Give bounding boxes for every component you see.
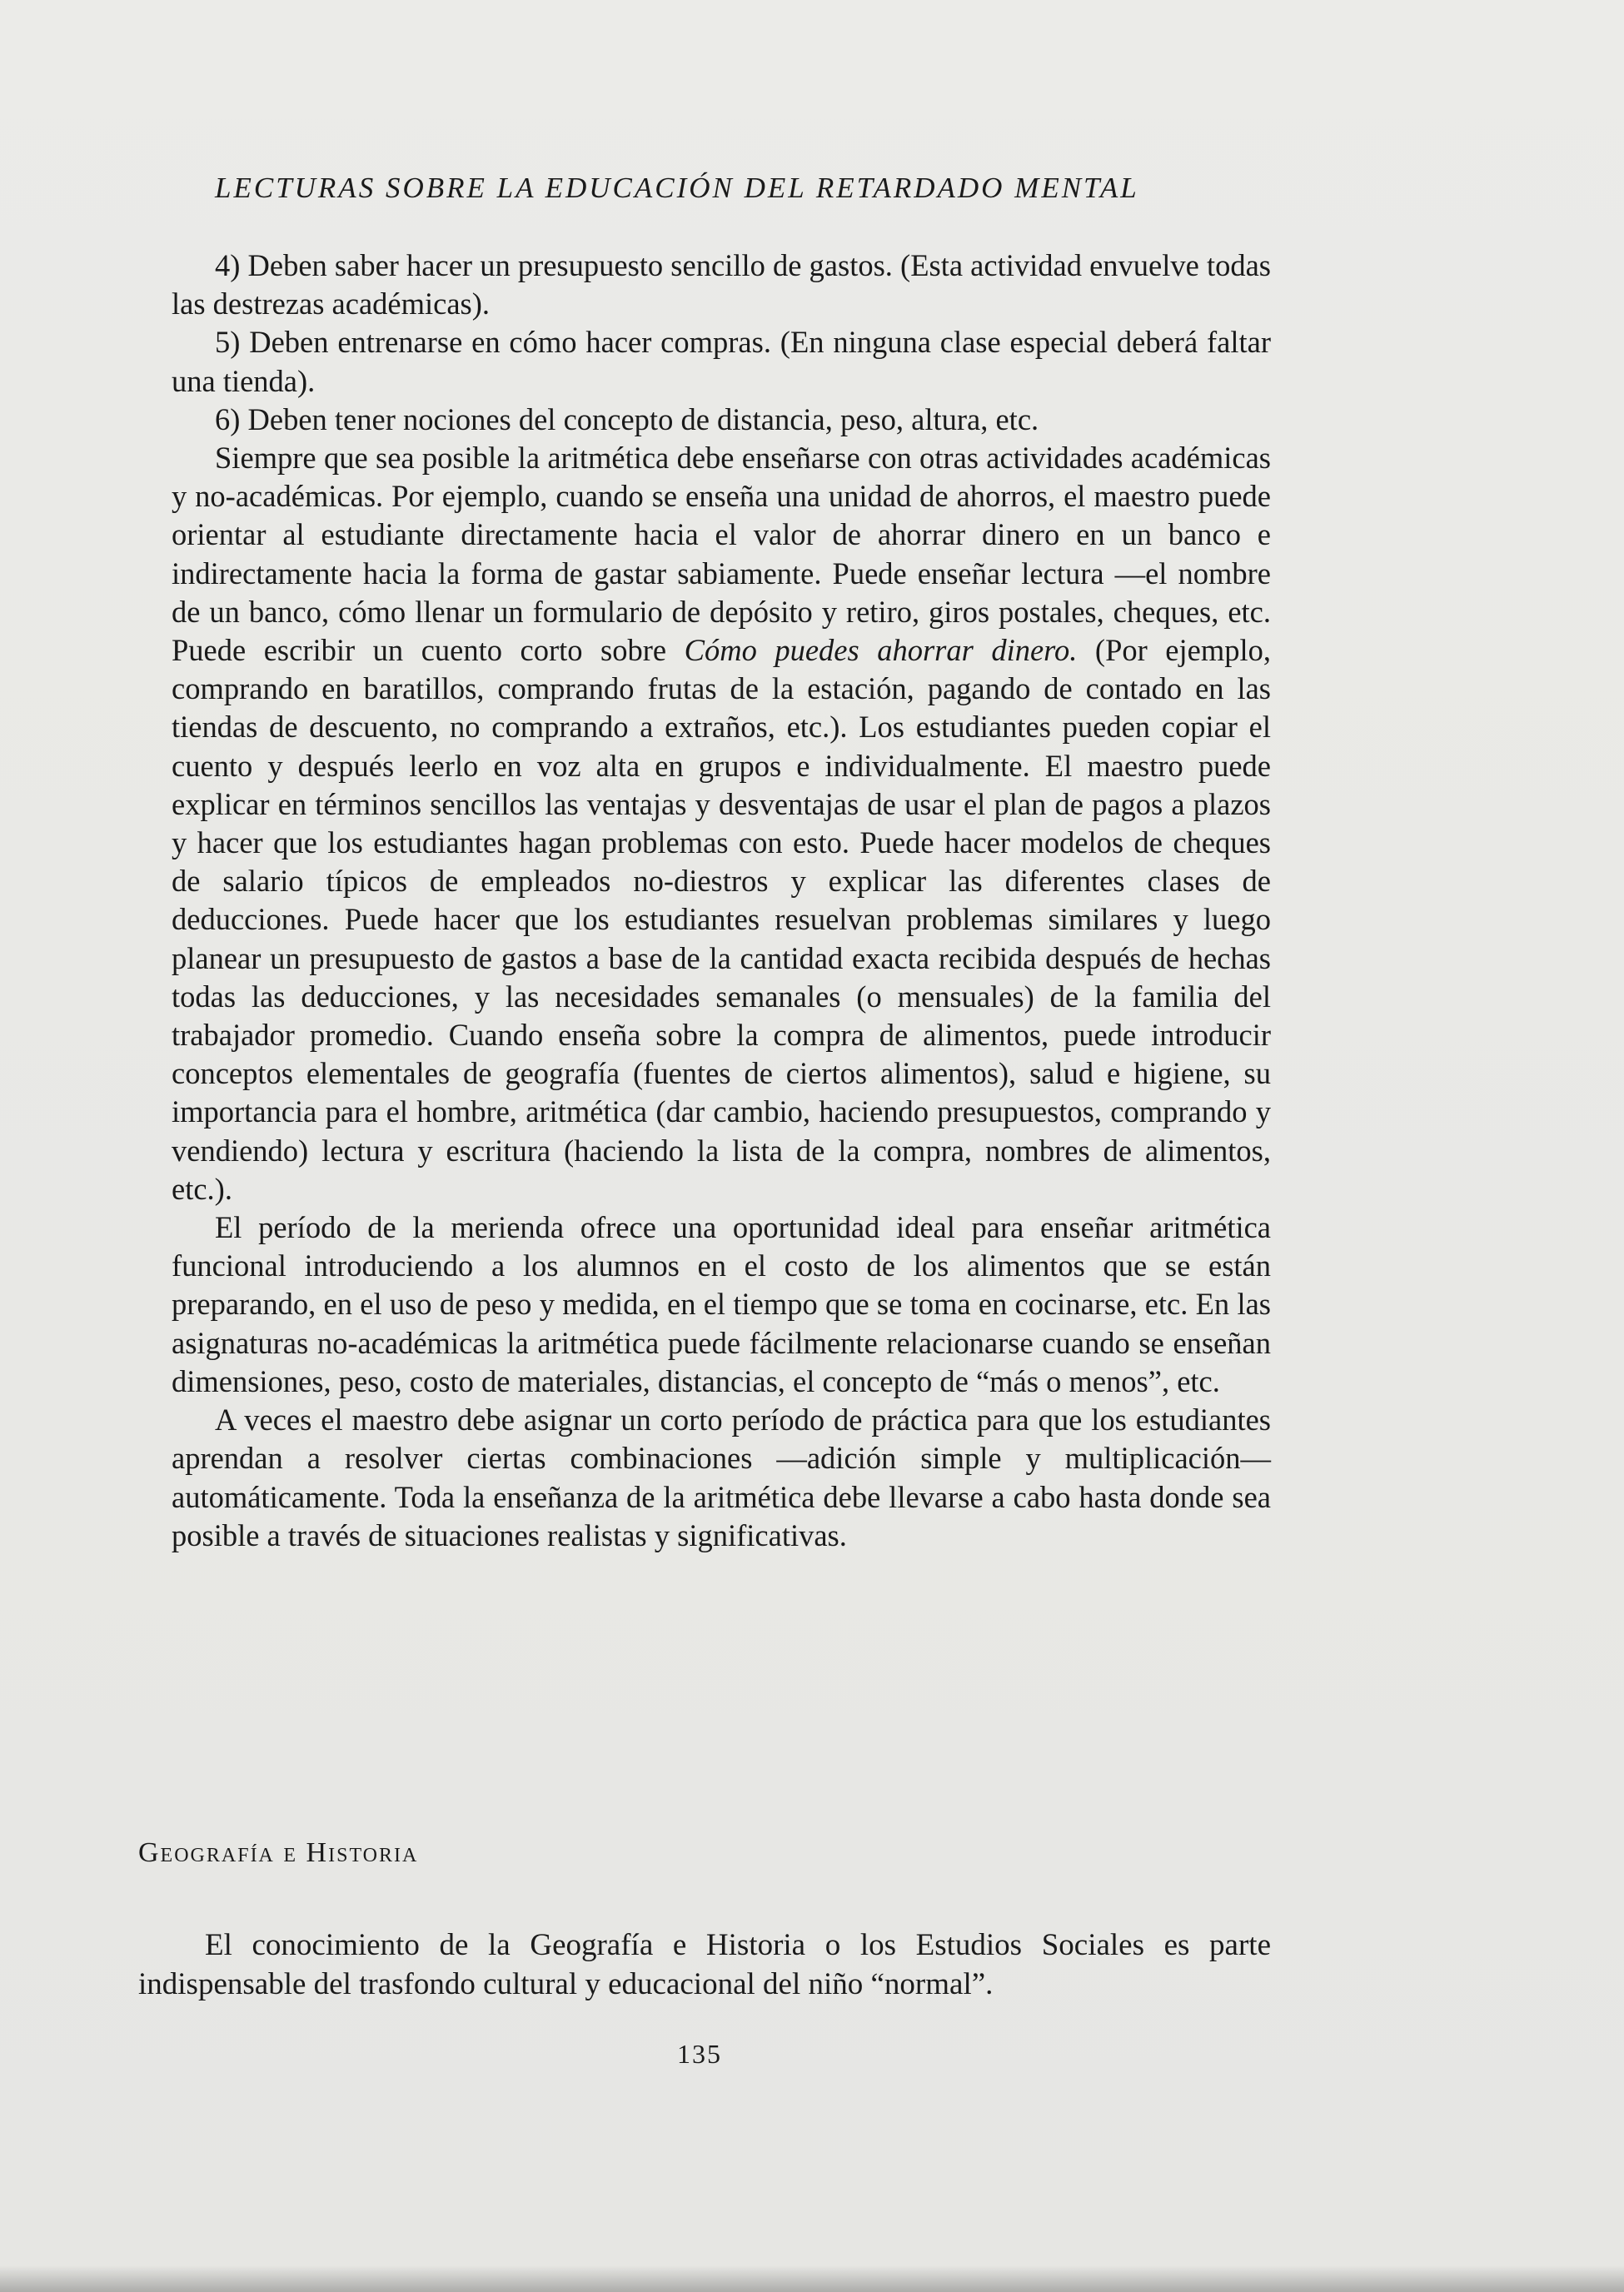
paragraph-arithmetic	[172, 439, 1271, 1208]
paragraph-practice: A veces el maestro debe asignar un corto período de práctica para que los estudiantes aprendan a resolver ciertas combinaciones —adición simple y multiplicación— automáticamente. Toda la enseñanza de la aritmética debe llevarse a cabo hasta donde sea posible a través de situaciones realistas y significativas.	[172, 1403, 1271, 1552]
list-item-4: 4) Deben saber hacer un presupuesto sencillo de gastos. (Esta actividad envuelve todas las destrezas académicas).	[172, 248, 1271, 321]
paragraph-snack-period: El período de la merienda ofrece una oportunidad ideal para enseñar aritmética funcional introduciendo a los alumnos en el costo de los alimentos que se están preparando, en el uso de peso y medida, en el tiempo que se toma en cocinarse, etc. En las asignaturas no-académicas la aritmética puede fácilmente relacionarse cuando se enseñan dimensiones, peso, costo de materiales, distancias, el concepto de “más o menos”, etc.	[172, 1210, 1271, 1398]
list-item-5: 5) Deben entrenarse en cómo hacer compras. (En ninguna clase especial deberá faltar una tienda).	[172, 325, 1271, 398]
paragraph-arithmetic-part-2: (Por ejemplo, comprando en baratillos, comprando frutas de la estación, pagando de contado en las tiendas de descuento, no comprando a extraños, etc.). Los estudiantes pueden copiar el cuento y después leerlo en voz alta en grupos e individualmente. El maestro puede explicar en términos sencillos las ventajas y desventajas de usar el plan de pagos a plazos y hacer que los estudiantes hagan problemas con esto. Puede hacer modelos de cheques de salario típicos de empleados no-diestros y explicar las diferentes clases de deducciones. Puede hacer que los estudiantes resuelvan problemas similares y luego planear un presupuesto de gastos a base de la cantidad exacta recibida después de hechas todas las deducciones, y las necesidades semanales (o mensuales) de la familia del trabajador promedio. Cuando enseña sobre la compra de alimentos, puede introducir conceptos elementales de geografía (fuentes de ciertos alimentos), salud e higiene, su importancia para el hombre, aritmética (dar cambio, haciendo presupuestos, comprando y vendiendo) lectura y escritura (haciendo la lista de la compra, nombres de alimentos, etc.).	[172, 633, 1271, 1206]
story-title: Cómo puedes ahorrar dinero.	[684, 633, 1078, 668]
running-head: LECTURAS SOBRE LA EDUCACIÓN DEL RETARDADO MENTAL	[215, 172, 1139, 204]
section-body	[138, 1926, 1271, 2004]
body-text	[172, 247, 1271, 1555]
paragraph-social-studies: El conocimiento de la Geografía e Historia o los Estudios Sociales es parte indispensable del trasfondo cultural y educacional del niño “normal”.	[138, 1928, 1271, 2001]
page-number: 135	[677, 2039, 722, 2069]
list-item-6: 6) Deben tener nociones del concepto de distancia, peso, altura, etc.	[215, 401, 1039, 436]
section-heading: Geografía e Historia	[138, 1837, 419, 1868]
scan-edge-shadow	[0, 2265, 1624, 2292]
paragraph-arithmetic-part-1: Siempre que sea posible la aritmética debe enseñarse con otras actividades académicas y no-académicas. Por ejemplo, cuando se enseña una unidad de ahorros, el maestro puede orientar al estudiante directamente hacia el valor de ahorrar dinero en un banco e indirectamente hacia la forma de gastar sabiamente. Puede enseñar lectura —el nombre de un banco, cómo llenar un formulario de depósito y retiro, giros postales, cheques, etc. Puede escribir un cuento corto sobre	[172, 441, 1271, 668]
